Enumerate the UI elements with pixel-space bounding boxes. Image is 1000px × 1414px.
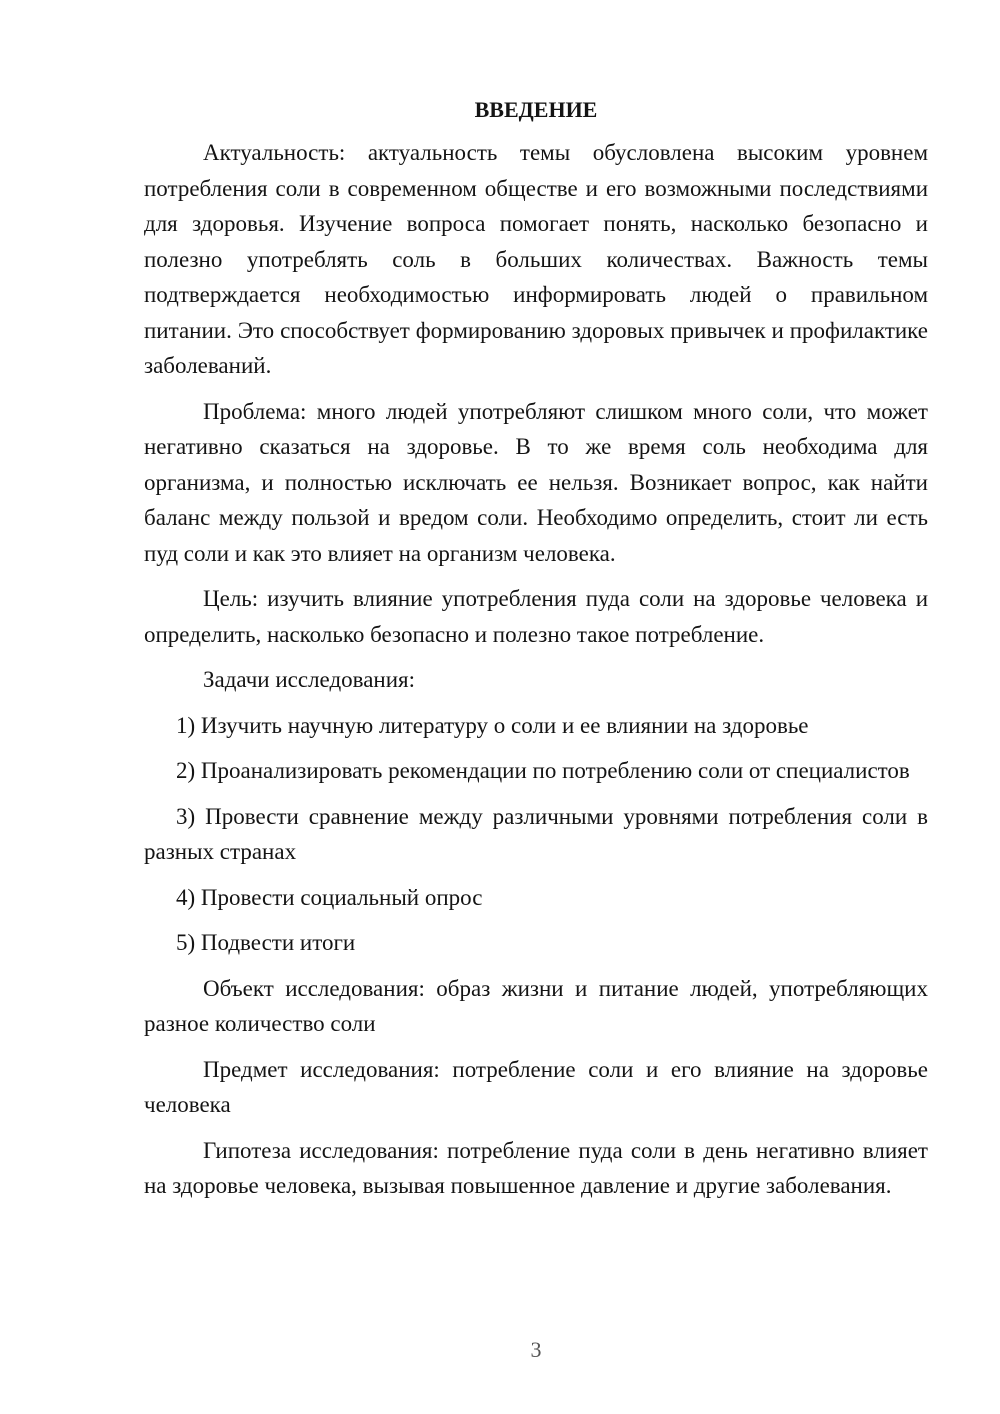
page-number: 3 [530, 1337, 542, 1362]
task-item-2: 2) Проанализировать рекомендации по потреблению соли от специалистов [176, 758, 910, 783]
paragraph-problem: Проблема: много людей употребляют слишком много соли, что может негативно сказаться на здоровье. В то же время соль необходима для организма, и полностью исключать ее нельзя. Возникает вопрос, как найти баланс между пользой и вредом соли. Необходимо определить, стоит ли есть пуд соли и как это влияет на организм человека. [144, 398, 928, 566]
task-item-1: 1) Изучить научную литературу о соли и ее влиянии на здоровье [176, 712, 809, 738]
task-item-5: 5) Подвести итоги [176, 930, 356, 955]
paragraph-goal: Цель: изучить влияние употребления пуда соли на здоровье человека и определить, насколько безопасно и полезно такое потребление. [144, 586, 928, 647]
task-item-3: 3) Провести сравнение между различными уровнями потребления соли в разных странах [144, 803, 928, 864]
paragraph-relevance: Актуальность: актуальность темы обусловлена высоким уровнем потребления соли в современном обществе и его возможными последствиями для здоровья. Изучение вопроса помогает понять, насколько безопасно и полезно употреблять соль в больших количествах. Важность темы подтверждается необходимостью информировать людей о правильном питании. Это способствует формированию здоровых привычек и профилактике заболеваний. [144, 140, 928, 378]
paragraph-subject: Предмет исследования: потребление соли и его влияние на здоровье человека [144, 1056, 928, 1117]
tasks-heading: Задачи исследования: [203, 667, 416, 692]
paragraph-object: Объект исследования: образ жизни и питание людей, употребляющих разное количество соли [144, 975, 928, 1036]
page-title: ВВЕДЕНИЕ [474, 97, 598, 122]
task-item-4: 4) Провести социальный опрос [176, 884, 483, 910]
page-content [144, 90, 928, 1214]
paragraph-hypothesis: Гипотеза исследования: потребление пуда соли в день негативно влияет на здоровье человека, вызывая повышенное давление и другие заболевания. [144, 1137, 928, 1198]
